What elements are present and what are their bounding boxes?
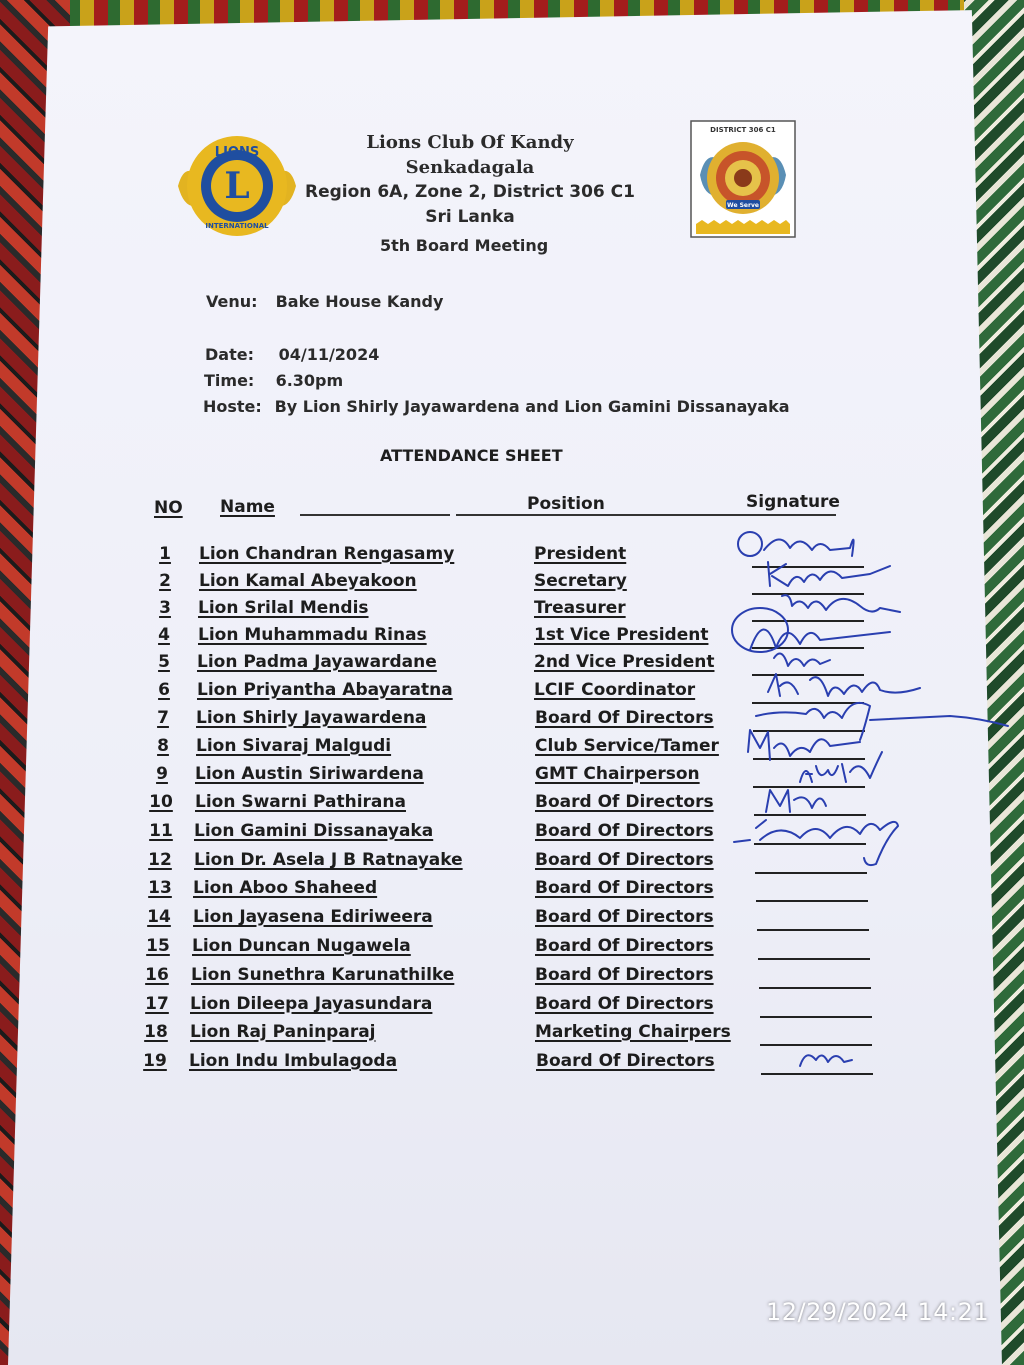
- member-position: 1st Vice President: [534, 625, 709, 645]
- member-name: Lion Indu Imbulagoda: [189, 1051, 398, 1071]
- signature-row-1: [738, 532, 854, 556]
- signature-row-5: [774, 654, 830, 667]
- time-line: [204, 371, 343, 390]
- member-name: Lion Kamal Abeyakoon: [199, 571, 417, 591]
- club-country: Sri Lanka: [425, 207, 515, 227]
- host-value: By Lion Shirly Jayawardena and Lion Gamini Dissanayaka: [274, 397, 790, 416]
- svg-text:We Serve: We Serve: [727, 202, 759, 209]
- member-position: Club Service/Tamer: [535, 736, 719, 756]
- club-name: Lions Club Of Kandy Senkadagala: [366, 132, 574, 178]
- member-name: Lion Gamini Dissanayaka: [194, 821, 434, 841]
- member-position: 2nd Vice President: [534, 652, 715, 672]
- column-header-name: Name: [220, 497, 275, 517]
- handwritten-signatures: [720, 520, 1020, 1080]
- date-value: 04/11/2024: [278, 345, 380, 364]
- row-number: 11: [149, 821, 173, 841]
- member-position: Board Of Directors: [535, 850, 714, 870]
- member-position: Board Of Directors: [535, 708, 714, 728]
- signature-row-3: [782, 595, 900, 612]
- member-position: Marketing Chairpers: [535, 1022, 731, 1042]
- svg-text:INTERNATIONAL: INTERNATIONAL: [205, 222, 269, 230]
- date-line: [205, 345, 379, 364]
- member-position: President: [534, 544, 627, 564]
- host-label: Hoste:: [203, 397, 262, 416]
- member-name: Lion Chandran Rengasamy: [199, 544, 455, 564]
- signature-row-2: [768, 562, 890, 586]
- member-position: Board Of Directors: [535, 792, 714, 812]
- row-number: 19: [143, 1051, 167, 1071]
- member-position: Board Of Directors: [535, 994, 714, 1014]
- row-number: 9: [156, 764, 168, 784]
- row-number: 1: [159, 544, 171, 564]
- column-header-position: Position: [527, 494, 605, 514]
- member-name: Lion Jayasena Ediriweera: [193, 907, 433, 927]
- signature-row-8: [748, 730, 860, 760]
- date-label: Date:: [205, 345, 254, 364]
- row-number: 16: [145, 965, 169, 985]
- signature-row-11: [734, 820, 898, 865]
- member-position: Board Of Directors: [535, 907, 714, 927]
- member-name: Lion Padma Jayawardane: [197, 652, 437, 672]
- member-name: Lion Shirly Jayawardena: [196, 708, 427, 728]
- member-position: LCIF Coordinator: [534, 680, 696, 700]
- row-number: 2: [159, 571, 171, 591]
- row-number: 17: [145, 994, 169, 1014]
- row-number: 3: [159, 598, 171, 618]
- svg-text:LIONS: LIONS: [214, 145, 260, 160]
- column-header-no: NO: [154, 498, 183, 518]
- time-value: 6.30pm: [275, 371, 344, 390]
- row-number: 15: [146, 936, 170, 956]
- lions-international-logo: [174, 134, 300, 240]
- club-header: [300, 130, 640, 230]
- column-header-signature: Signature: [746, 492, 840, 512]
- member-name: Lion Sunethra Karunathilke: [191, 965, 455, 985]
- signature-row-9: [800, 752, 882, 782]
- photo-timestamp: 12/29/2024 14:21: [766, 1298, 990, 1326]
- row-number: 18: [144, 1022, 168, 1042]
- member-name: Lion Aboo Shaheed: [193, 878, 378, 898]
- signature-row-4: [732, 608, 890, 652]
- member-name: Lion Sivaraj Malgudi: [196, 736, 392, 756]
- signature-row-6: [768, 674, 920, 696]
- row-number: 12: [148, 850, 172, 870]
- member-position: GMT Chairperson: [535, 764, 700, 784]
- venue-value: Bake House Kandy: [275, 292, 444, 311]
- member-position: Board Of Directors: [535, 821, 714, 841]
- member-name: Lion Dileepa Jayasundara: [190, 994, 433, 1014]
- member-position: Treasurer: [534, 598, 626, 618]
- time-label: Time:: [204, 371, 255, 390]
- member-name: Lion Srilal Mendis: [198, 598, 369, 618]
- header-rule: [456, 514, 836, 516]
- row-number: 5: [158, 652, 170, 672]
- member-position: Secretary: [534, 571, 627, 591]
- row-number: 10: [149, 792, 173, 812]
- member-position: Board Of Directors: [535, 965, 714, 985]
- member-name: Lion Duncan Nugawela: [192, 936, 411, 956]
- signature-row-19: [800, 1055, 852, 1066]
- signature-row-7: [756, 703, 1008, 740]
- member-name: Lion Raj Paninparaj: [190, 1022, 376, 1042]
- member-position: Board Of Directors: [535, 936, 714, 956]
- member-name: Lion Austin Siriwardena: [195, 764, 424, 784]
- svg-text:L: L: [224, 165, 250, 207]
- row-number: 7: [157, 708, 169, 728]
- club-region: Region 6A, Zone 2, District 306 C1: [305, 182, 635, 202]
- attendance-sheet-title: ATTENDANCE SHEET: [380, 446, 563, 465]
- member-position: Board Of Directors: [535, 878, 714, 898]
- header-rule: [300, 514, 450, 516]
- member-name: Lion Dr. Asela J B Ratnayake: [194, 850, 463, 870]
- meeting-title: 5th Board Meeting: [380, 236, 549, 255]
- row-number: 4: [158, 625, 170, 645]
- member-name: Lion Priyantha Abayaratna: [197, 680, 453, 700]
- signature-row-10: [766, 790, 826, 812]
- row-number: 14: [147, 907, 171, 927]
- venue-label: Venu:: [206, 292, 258, 311]
- venue-line: [206, 292, 443, 311]
- member-position: Board Of Directors: [536, 1051, 715, 1071]
- member-name: Lion Swarni Pathirana: [195, 792, 406, 812]
- host-line: [203, 397, 790, 416]
- row-number: 8: [157, 736, 169, 756]
- row-number: 6: [158, 680, 170, 700]
- district-306-c1-logo: [690, 120, 796, 238]
- svg-text:DISTRICT 306 C1: DISTRICT 306 C1: [710, 126, 776, 134]
- row-number: 13: [148, 878, 172, 898]
- member-name: Lion Muhammadu Rinas: [198, 625, 427, 645]
